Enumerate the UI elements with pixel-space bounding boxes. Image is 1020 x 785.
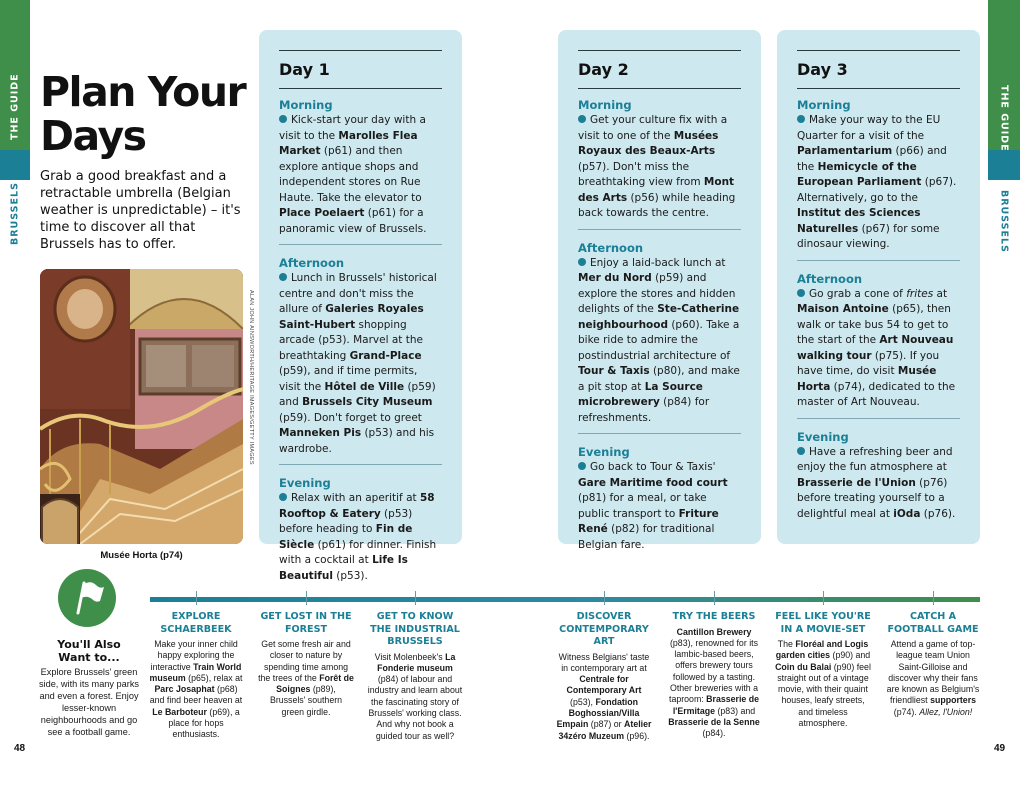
day-2-separator-2 [578,433,741,434]
page-title [40,70,245,158]
bold-text: Musée Horta [797,365,937,393]
text-run: (p84). [702,728,726,739]
text-run: Attend a game of top-league team Union Saint-Gilloise and discover why their fans are known as Belgium's friendliest [886,639,980,706]
bold-text: Tour & Taxis [578,365,650,377]
right-tab-city-label: BRUSSELS [998,190,1010,253]
left-side-tab [0,0,30,250]
text-run: Go back to Tour & Taxis' [590,461,716,473]
timeline-tick [415,591,416,605]
text-run: (p81) for a meal, or take public transport to [578,492,707,520]
bold-text: iOda [893,507,921,520]
text-run: (p61) for dinner. Finish with a cocktail at [279,538,437,566]
text-run: (p82) for traditional Belgian fare. [578,523,715,551]
day-3-afternoon-heading: Afternoon [797,271,863,286]
bullet-dot [578,258,586,266]
page-number-left: 48 [14,743,26,754]
bold-text: supporters [930,695,977,706]
bold-text: Le Barboteur [152,706,207,717]
text-run: (p59) and explore the stores and hidden delights of the [578,272,736,315]
day-1-bottom-rule [279,88,442,89]
text-run: (p80), and make a pit stop at [578,365,740,393]
bold-text: Brasserie de la Senne [668,716,760,727]
right-tab-teal-block [988,150,1020,180]
page-title-line-2: Days [40,112,146,160]
day-1-separator-2 [279,464,442,465]
text-run: The [777,639,796,649]
text-run: (p53), [570,696,596,707]
italic-text: frites [906,287,934,300]
bold-text: Marolles Flea Market [279,129,418,157]
timeline-item-text [556,652,652,742]
text-run: (p90) feel straight out of a vintage movie, with their quaint houses, leafy streets, and timeless atmosphere. [777,661,871,729]
text-run: (p74). [893,706,920,717]
day-2-evening-text [578,460,741,553]
bold-text: Life Is Beautiful [279,554,408,582]
day-3-separator-2 [797,418,960,419]
timeline-item-schaerbeek [148,611,244,741]
bold-text: Brussels City Museum [302,396,433,408]
text-run: (p75). If you have time, do visit [797,349,940,377]
bold-text: Cantillon Brewery [676,626,752,637]
timeline-item-heading: GET TO KNOW THE INDUSTRIAL BRUSSELS [370,611,460,647]
timeline-bar [150,597,980,602]
photo-credit: ALAN JOHN AINSWORTH/HERITAGE IMAGES/GETTY IMAGES [248,290,254,465]
timeline-item-beers [666,611,762,739]
day-1-afternoon-text [279,271,442,457]
left-tab-guide-label: THE GUIDE [9,73,21,140]
day-panel-2 [558,30,761,551]
text-run: (p83), renowned for its lambic-based beers, offers brewery tours followed by a tasting. Other breweries with a taproom: [669,637,758,705]
timeline-tick [823,591,824,605]
text-run: Make your way to the EU Quarter for a visit of the [797,114,941,142]
timeline-item-heading: CATCH A FOOTBALL GAME [887,611,979,635]
right-tab-guide-label: THE GUIDE [998,85,1010,152]
timeline-item-text [148,639,244,741]
text-run: (p53) before heading to [279,507,413,535]
timeline-item-heading: DISCOVER CONTEMPORARY ART [559,611,649,647]
day-3-afternoon [797,271,960,411]
timeline-item-text [884,639,982,718]
text-run: (p56) while heading back towards the centre. [578,191,736,219]
timeline-item-contemporary-art [556,611,652,742]
text-run: (p83) and [715,705,756,716]
text-run: (p59). Don't forget to greet [279,411,422,424]
bold-text: Forêt de Soignes [276,672,354,695]
bold-text: Hemicycle of the European Parliament [797,160,922,188]
text-run: Get some fresh air and closer to nature by spending time among the trees of the [258,639,351,683]
bold-text: Musées Royaux des Beaux-Arts [578,129,719,157]
timeline-item-movie-set [775,611,871,729]
day-2-afternoon-text [578,256,741,427]
day-3-title: Day 3 [797,60,848,79]
text-run: (p60). Take a bike ride to admire the postindustrial architecture of [578,318,740,362]
text-run: Get your culture fix with a visit to one of the [578,114,728,142]
text-run: (p84) of labour and industry and learn about the fascinating story of Brussels' working class. And why not book a guided tour as well? [367,674,463,741]
day-1-morning [279,97,442,237]
text-run: (p57). Don't miss the breathtaking view from [578,160,704,188]
timeline-item-industrial [367,611,463,742]
bold-text: Fondation Boghossian/Villa Empain [556,696,640,730]
day-3-afternoon-text [797,287,960,411]
bullet-dot [797,289,805,297]
flag-icon [58,569,116,627]
bold-text: Brasserie de l'Union [797,476,916,489]
text-run: (p59), and if time permits, visit the [279,365,418,393]
timeline-item-heading: FEEL LIKE YOU'RE IN A MOVIE-SET [775,611,871,635]
text-run: Lunch in Brussels' historical centre and don't miss the allure of [279,272,437,315]
day-1-evening-text [279,491,442,584]
timeline-item-text [367,652,463,742]
text-run: (p66) and the [797,145,947,173]
right-side-tab [988,0,1020,253]
bold-text: Grand-Place [349,349,422,362]
text-run: (p59) and [279,380,436,408]
page-title-line-1: Plan Your [40,68,246,116]
bullet-dot [797,115,805,123]
timeline-item-text [258,639,354,718]
italic-text: Allez, l'Union! [919,706,973,717]
bold-text: 58 Rooftop & Eatery [279,492,435,520]
bold-text: Place Poelaert [279,207,365,219]
photo-caption: Musée Horta (p74) [100,550,183,561]
text-run: Relax with an aperitif at [291,492,420,504]
text-run: (p87) or [588,719,625,730]
day-2-separator-1 [578,229,741,230]
text-run: (p65), relax at [185,672,243,683]
day-2-afternoon-heading: Afternoon [578,240,644,255]
day-1-afternoon [279,255,442,457]
text-run: (p74), dedicated to the master of Art Nouveau. [797,380,956,408]
timeline-item-heading: EXPLORE SCHAERBEEK [160,611,232,635]
bullet-dot [578,462,586,470]
timeline-tick [306,591,307,605]
text-run: (p96). [624,730,650,741]
day-3-morning-text [797,113,960,253]
text-run: (p67) for some dinosaur viewing. [797,222,940,250]
day-3-evening-text [797,445,960,523]
bold-text: Atelier 34zéro Muzeum [558,719,652,741]
bold-text: Train World museum [149,661,242,683]
day-2-bottom-rule [578,88,741,89]
bold-text: Mont des Arts [578,176,735,204]
text-run: Have a refreshing beer and enjoy the fun atmosphere at [797,445,953,473]
text-run: Witness Belgians' taste in contemporary art at [558,651,650,673]
text-run: (p65), then walk or take bus 54 to get to the start of the [797,303,951,346]
bullet-dot [279,273,287,281]
bold-text: Institut des Sciences Naturelles [797,207,921,235]
left-tab-teal-block [0,150,30,180]
text-run: (p84) for refreshments. [578,396,710,424]
day-3-separator-1 [797,260,960,261]
bold-text: Mer du Nord [578,272,652,284]
timeline-item-forest [258,611,354,718]
day-1-title: Day 1 [279,60,330,79]
text-run: (p76) before treating yourself to a delightful meal at [797,476,948,520]
day-1-separator-1 [279,244,442,245]
text-run: Go grab a cone of [809,287,907,300]
bold-text: Friture René [578,507,719,535]
day-1-morning-heading: Morning [279,98,333,112]
timeline-item-heading: GET LOST IN THE FOREST [260,611,352,635]
text-run: Visit Molenbeek's [374,651,446,662]
day-2-morning-heading: Morning [578,98,632,112]
text-run: (p90) and [830,650,871,661]
musee-horta-photo [40,269,243,544]
staircase-illustration [40,269,243,544]
bold-text: Coin du Balai [775,661,832,672]
also-want-title: You'll Also Want to... [57,638,121,664]
text-run: at [933,287,948,300]
day-2-evening-heading: Evening [578,445,630,459]
text-run: (p67). Alternatively, go to the [797,176,957,204]
flag-icon-graphic [58,569,116,627]
day-2-evening [578,444,741,553]
day-2-title: Day 2 [578,60,629,79]
bullet-dot [279,115,287,123]
text-run: (p53) and his wardrobe. [279,427,435,455]
text-run: shopping arcade (p53). Marvel at the breathtaking [279,318,423,362]
bold-text: La Fonderie museum [377,651,456,673]
day-1-evening-heading: Evening [279,476,331,490]
intro-text: Grab a good breakfast and a retractable umbrella (Belgian weather is unpredictable) – it's time to discover all that Brussels has to offer. [40,169,241,252]
day-1-morning-text [279,113,442,237]
bold-text: Floréal and Logis garden cities [775,639,869,661]
bold-text: Galeries Royales Saint-Hubert [279,303,424,331]
day-3-morning-heading: Morning [797,98,851,112]
page-number-right: 49 [994,743,1006,754]
timeline-tick [196,591,197,605]
day-2-morning-text [578,113,741,222]
text-run: Kick-start your day with a visit to the [279,114,426,142]
text-run: Make your inner child happy exploring the interactive [150,639,238,672]
bold-text: Fin de Siècle [279,523,413,551]
day-3-evening [797,429,960,523]
timeline-item-text [775,639,871,729]
bold-text: Ste-Catherine neighbourhood [578,303,740,331]
timeline-item-heading: TRY THE BEERS [672,611,756,622]
day-panel-3 [777,30,980,544]
day-panel-1 [259,30,462,582]
bold-text: Brasserie de l'Ermitage [672,694,759,716]
bold-text: Hôtel de Ville [324,380,405,393]
bullet-dot [797,447,805,455]
timeline-item-football [884,611,982,718]
bullet-dot [279,493,287,501]
text-run: Enjoy a laid-back lunch at [590,256,726,269]
text-run: (p68) and find beer heaven at [149,684,243,706]
bold-text: La Source microbrewery [578,380,703,408]
text-run: (p53). [332,569,368,582]
bullet-dot [578,115,586,123]
text-run: (p76). [920,507,956,520]
timeline-tick [933,591,934,605]
timeline-tick [714,591,715,605]
day-3-bottom-rule [797,88,960,89]
bold-text: Maison Antoine [797,303,889,315]
text-run: (p89), Brussels' southern green girdle. [269,684,343,717]
bold-text: Parlamentarium [797,145,893,157]
text-run: (p69), a place for hops enthusiasts. [168,706,240,740]
timeline-tick [604,591,605,605]
text-run: (p61) for a panoramic view of Brussels. [279,207,427,235]
timeline-item-text [666,627,762,740]
day-1-evening [279,475,442,584]
bold-text: Parc Josaphat [154,684,215,695]
bold-text: Art Nouveau walking tour [797,334,954,362]
day-1-afternoon-heading: Afternoon [279,256,345,270]
also-want-text: Explore Brussels' green side, with its many parks and even a forest. Enjoy lesser-known neighbourhoods and go see a football game. [38,667,140,737]
day-3-evening-heading: Evening [797,429,849,444]
text-run: (p61) and then explore antique shops and independent stores on Rue Haute. Take the elevator to [279,145,422,204]
day-3-morning [797,97,960,253]
bold-text: Gare Maritime food court [578,476,728,489]
left-tab-city-label: BRUSSELS [9,182,21,245]
day-2-morning [578,97,741,222]
bold-text: Manneken Pis [279,427,362,439]
day-2-afternoon [578,240,741,427]
bold-text: Centrale for Contemporary Art [566,674,642,696]
